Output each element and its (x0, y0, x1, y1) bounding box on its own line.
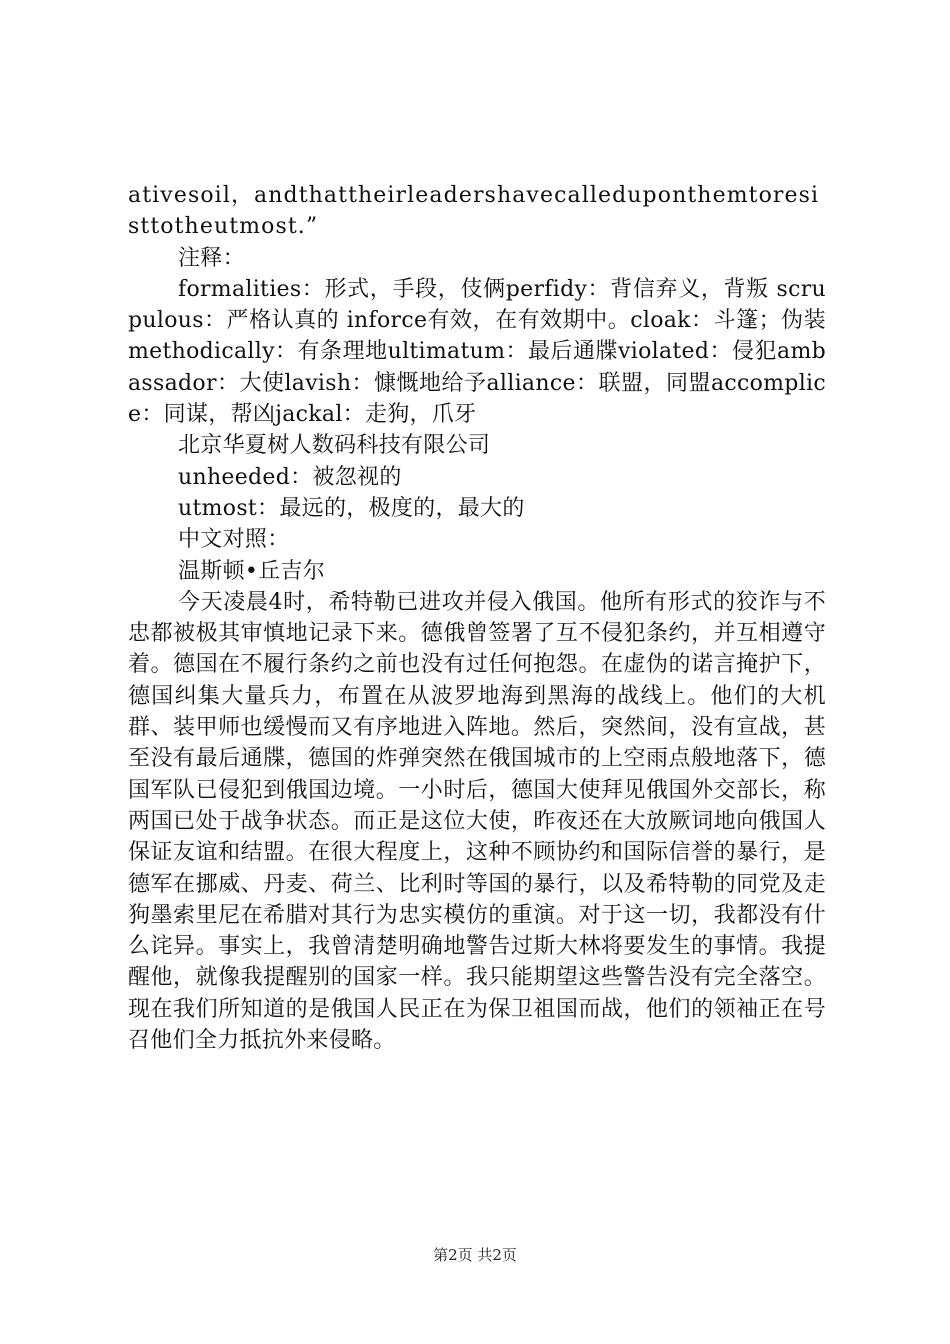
page-number: 第2页 共2页 (433, 1246, 517, 1264)
term-unheeded: unheeded：被忽视的 (178, 464, 402, 490)
continuation-text: ativesoil，andthattheirleadershavecalleduponthemtoresisttotheutmost.” (128, 183, 820, 240)
translation-paragraph: 今天凌晨4时，希特勒已进攻并侵入俄国。他所有形式的狡诈与不忠都被极其审慎地记录下来。德俄曾签署了互不侵犯条约，并互相遵守着。德国在不履行条约之前也没有过任何抱怨。在虚伪的诺言掩护下，德国纠集大量兵力，布置在从波罗地海到黑海的战线上。他们的大机群、装甲师也缓慢而又有序地进入阵地。然后，突然间，没有宣战，甚至没有最后通牒，德国的炸弹突然在俄国城市的上空雨点般地落下，德国军队已侵犯到俄国边境。一小时后，德国大使拜见俄国外交部长，称两国已处于战争状态。而正是这位大使，昨夜还在大放厥词地向俄国人保证友谊和结盟。在很大程度上，这种不顾协约和国际信誉的暴行，是德军在挪威、丹麦、荷兰、比利时等国的暴行，以及希特勒的同党及走狗墨索里尼在希腊对其行为忠实模仿的重演。对于这一切，我都没有什么诧异。事实上，我曾清楚明确地警告过斯大林将要发生的事情。我提醒他，就像我提醒别的国家一样。我只能期望这些警告没有完全落空。现在我们所知道的是俄国人民正在为保卫祖国而战，他们的领袖正在号召他们全力抵抗外来侵略。 (128, 589, 826, 1054)
company-name: 北京华夏树人数码科技有限公司 (178, 433, 491, 459)
document-body (128, 180, 826, 1056)
notes-label: 注释： (178, 245, 245, 271)
glossary-paragraph: formalities：形式，手段，伎俩perfidy：背信弃义，背叛 scrupulous：严格认真的 inforce有效，在有效期中。cloak：斗篷；伪装methodically：有条理地ultimatum：最后通牒violated：侵犯ambassador：大使lavish：慷慨地给予alliance：联盟，同盟accomplice：同谋，帮凶jackal：走狗，爪牙 (128, 276, 826, 428)
author-name: 温斯顿•丘吉尔 (178, 558, 326, 584)
translation-label: 中文对照： (178, 527, 290, 553)
term-utmost: utmost：最远的，极度的，最大的 (178, 495, 525, 521)
